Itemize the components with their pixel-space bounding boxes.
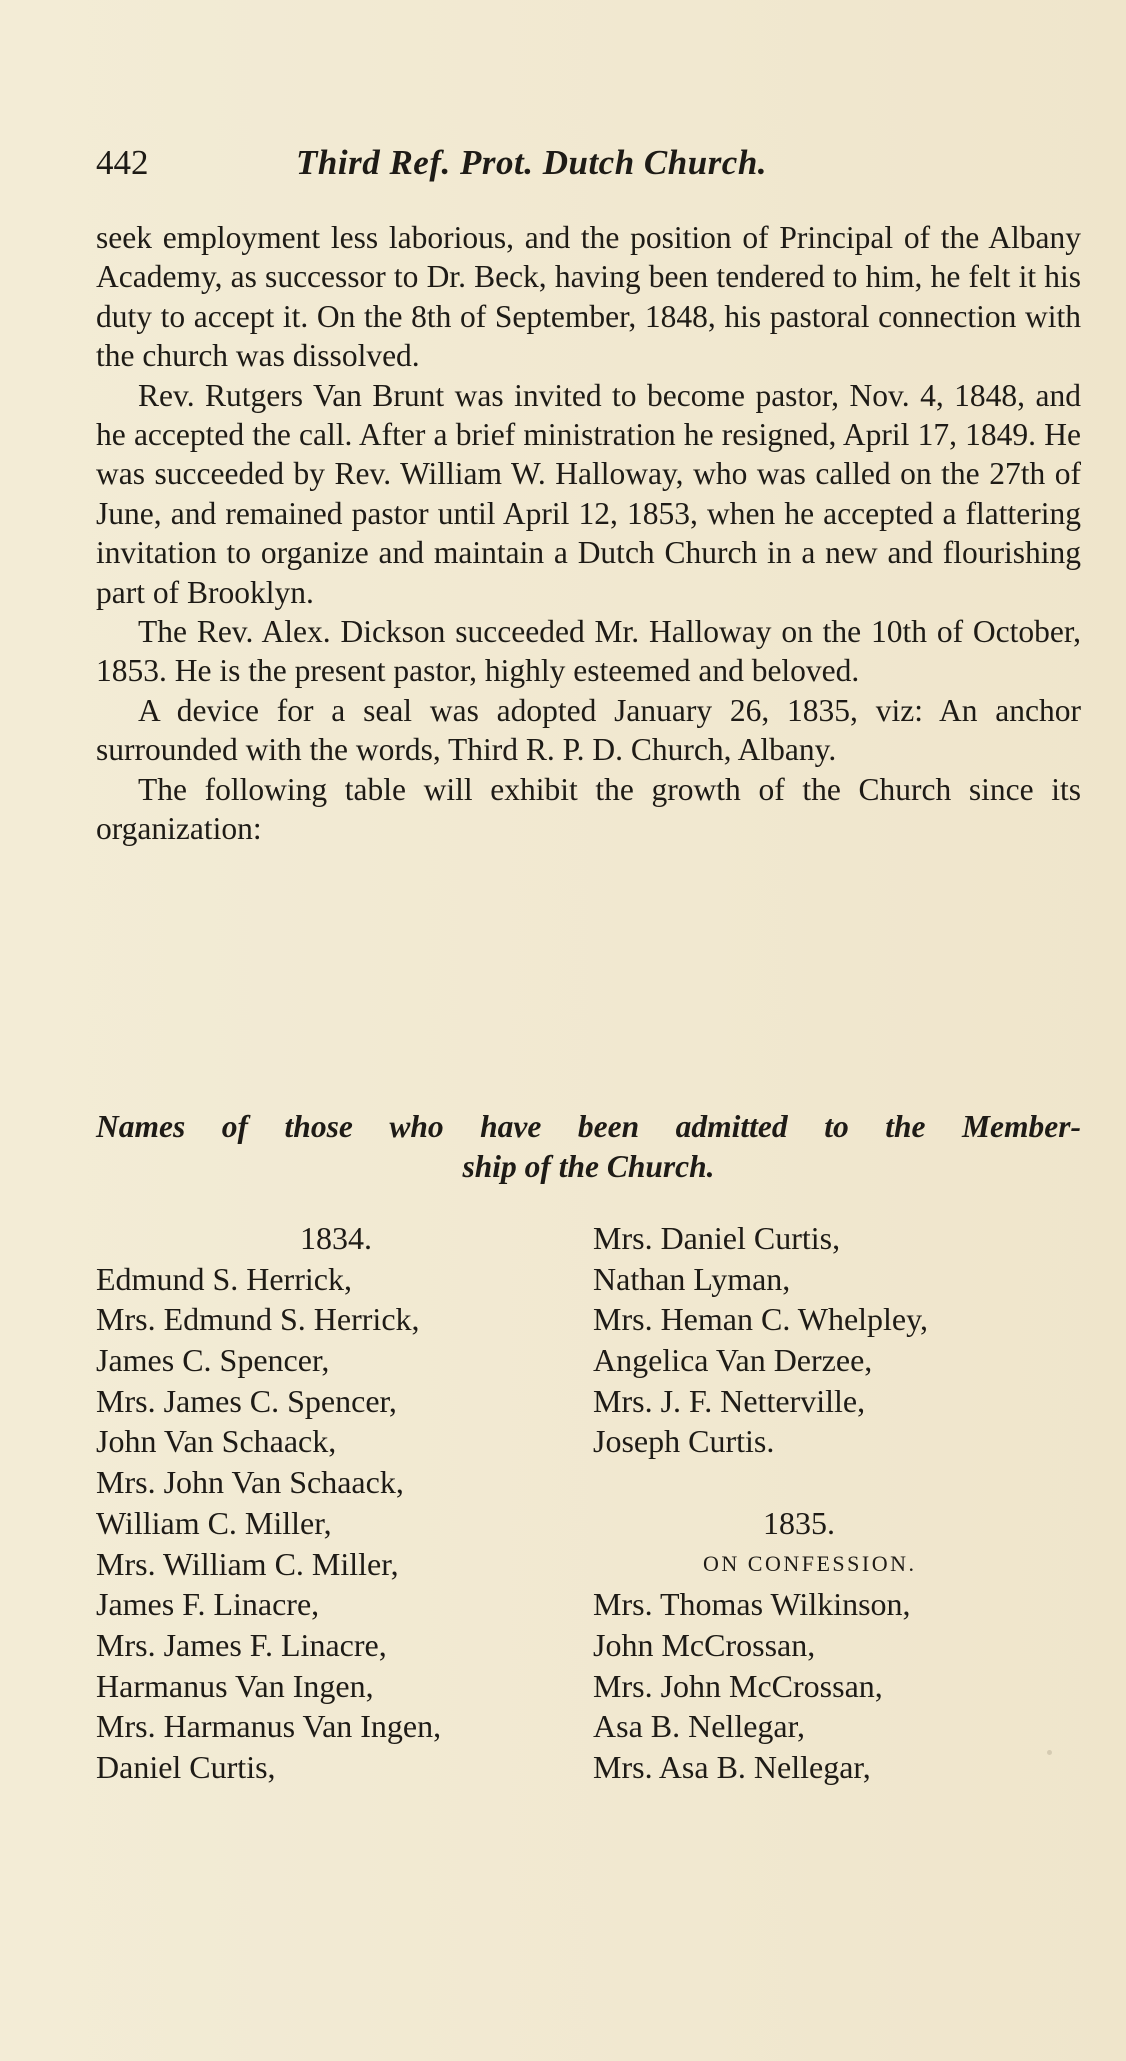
member-name: Daniel Curtis,: [96, 1748, 276, 1785]
member-name: Mrs. Daniel Curtis,: [593, 1220, 841, 1256]
member-name: Mrs. John McCrossan,: [593, 1667, 883, 1704]
member-name: Edmund S. Herrick,: [96, 1260, 352, 1297]
names-column-right: [593, 1218, 1063, 1788]
member-name: Mrs. John Van Schaack,: [96, 1464, 404, 1501]
membership-heading: [96, 1107, 1081, 1187]
member-name: Harmanus Van Ingen,: [96, 1667, 374, 1704]
running-title: Third Ref. Prot. Dutch Church.: [296, 143, 768, 182]
year-heading-1834: 1834.: [300, 1220, 372, 1256]
spacer: [593, 1462, 1063, 1503]
member-name: Angelica Van Derzee,: [593, 1342, 873, 1379]
member-name: Mrs. James C. Spencer,: [96, 1382, 397, 1419]
member-name: Nathan Lyman,: [593, 1260, 791, 1297]
member-name: Mrs. James F. Linacre,: [96, 1626, 387, 1663]
member-name: Mrs. Heman C. Whelpley,: [593, 1301, 929, 1338]
member-name: John McCrossan,: [593, 1626, 816, 1663]
year-heading-1835: 1835.: [763, 1504, 835, 1541]
member-name: John Van Schaack,: [96, 1423, 337, 1460]
member-name: Joseph Curtis.: [593, 1423, 775, 1460]
member-name: Asa B. Nellegar,: [593, 1708, 805, 1745]
member-name: Mrs. William C. Miller,: [96, 1545, 399, 1582]
paragraph: The following table will exhibit the growth of the Church since its organization:: [96, 771, 1081, 847]
paragraph: seek employment less laborious, and the position of Principal of the Albany Academy, as successor to Dr. Beck, having been tendered to him, he felt it his duty to accept it. On the 8th of September, 1848, his pastoral connection with the church was dissolved.: [96, 220, 1081, 374]
paragraph: Rev. Rutgers Van Brunt was invited to become pastor, Nov. 4, 1848, and he accepted the call. After a brief ministration he resigned, April 17, 1849. He was succeeded by Rev. William W. Halloway, who was called on the 27th of June, and remained pastor until April 12, 1853, when he accepted a flattering invitation to organize and maintain a Dutch Church in a new and flourishing part of Brooklyn.: [96, 377, 1081, 610]
on-confession-subheading: ON CONFESSION.: [703, 1550, 917, 1576]
member-name: Mrs. Edmund S. Herrick,: [96, 1301, 420, 1338]
membership-heading-line-1: Names of those who have been admitted to the Member-: [96, 1109, 1081, 1144]
page-number: 442: [96, 143, 149, 182]
paragraph: A device for a seal was adopted January 26, 1835, viz: An anchor surrounded with the words, Third R. P. D. Church, Albany.: [96, 692, 1081, 768]
running-header: [96, 141, 1056, 185]
member-name: Mrs. Thomas Wilkinson,: [593, 1586, 911, 1623]
member-name: James C. Spencer,: [96, 1342, 330, 1379]
names-column-left: [96, 1218, 576, 1788]
member-name: Mrs. Harmanus Van Ingen,: [96, 1708, 442, 1745]
member-name: James F. Linacre,: [96, 1586, 320, 1623]
paper-speck: [1047, 1750, 1052, 1755]
member-name: Mrs. Asa B. Nellegar,: [593, 1748, 871, 1785]
member-name: Mrs. J. F. Netterville,: [593, 1382, 866, 1419]
member-name: William C. Miller,: [96, 1504, 332, 1541]
body-text: [96, 218, 1081, 849]
paragraph: The Rev. Alex. Dickson succeeded Mr. Halloway on the 10th of October, 1853. He is the present pastor, highly esteemed and beloved.: [96, 614, 1081, 689]
membership-heading-line-2: ship of the Church.: [462, 1149, 715, 1184]
